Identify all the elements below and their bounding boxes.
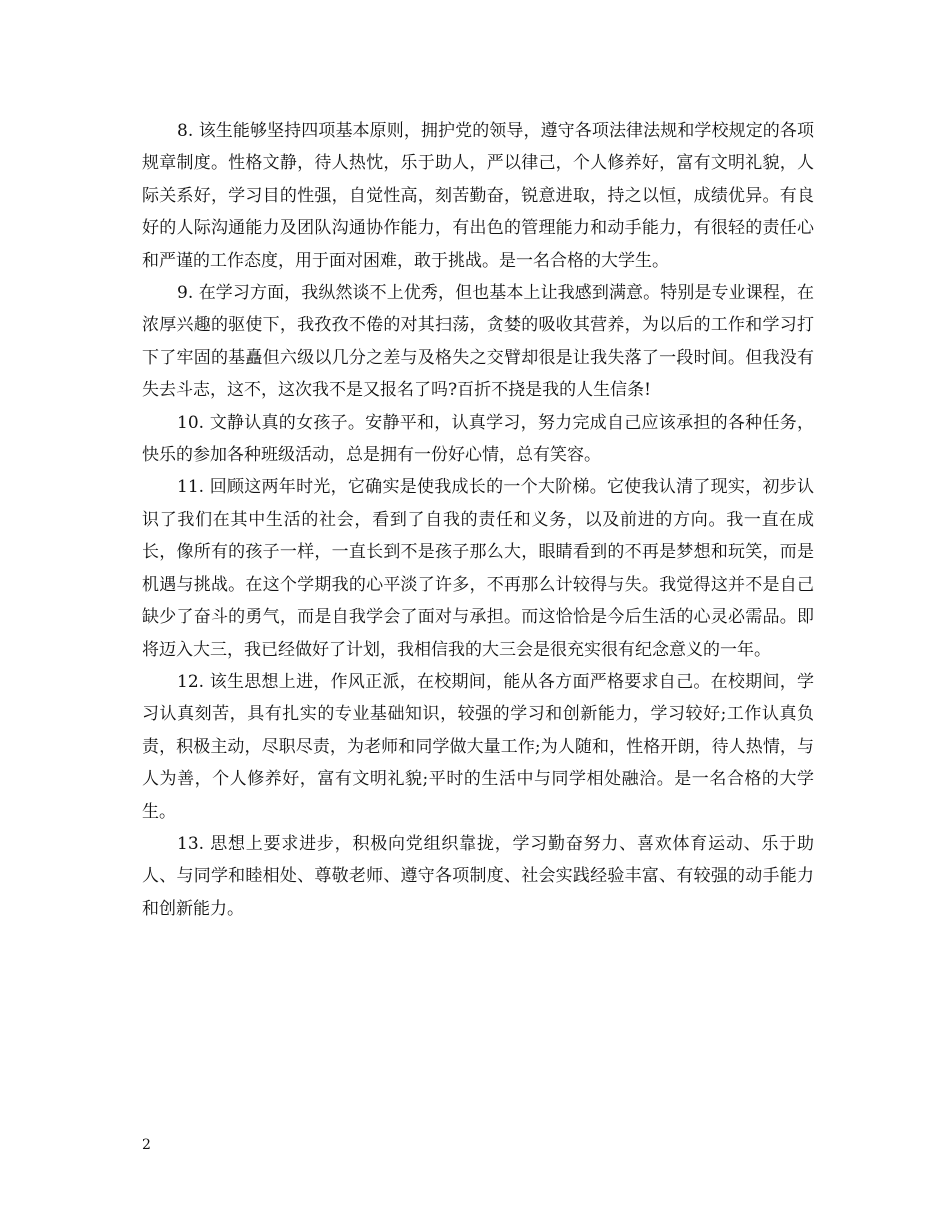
page-number: 2 — [142, 1137, 151, 1153]
paragraph-12: 12. 该生思想上进，作风正派，在校期间，能从各方面严格要求自己。在校期间，学习认真刻苦，具有扎实的专业基础知识，较强的学习和创新能力，学习较好;工作认真负责，积极主动，尽职尽责，为老师和同学做大量工作;为人随和，性格开朗，待人热情，与人为善，个人修养好，富有文明礼貌;平时的生活中与同学相处融洽。是一名合格的大学生。 — [142, 671, 814, 822]
paragraph-8: 8. 该生能够坚持四项基本原则，拥护党的领导，遵守各项法律法规和学校规定的各项规章制度。性格文静，待人热忱，乐于助人，严以律己，个人修养好，富有文明礼貌，人际关系好，学习目的性强，自觉性高，刻苦勤奋，锐意进取，持之以恒，成绩优异。有良好的人际沟通能力及团队沟通协作能力，有出色的管理能力和动手能力，有很轻的责任心和严谨的工作态度，用于面对困难，敢于挑战。是一名合格的大学生。 — [142, 121, 814, 271]
paragraph-9: 9. 在学习方面，我纵然谈不上优秀，但也基本上让我感到满意。特别是专业课程，在浓厚兴趣的驱使下，我孜孜不倦的对其扫荡，贪婪的吸收其营养，为以后的工作和学习打下了牢固的基矗但六级以几分之差与及格失之交臂却很是让我失落了一段时间。但我没有失去斗志，这不，这次我不是又报名了吗?百折不挠是我的人生信条! — [142, 283, 814, 401]
paragraph-10: 10. 文静认真的女孩子。安静平和，认真学习，努力完成自己应该承担的各种任务，快乐的参加各种班级活动，总是拥有一份好心情，总有笑容。 — [142, 412, 814, 466]
paragraph-13: 13. 思想上要求进步，积极向党组织靠拢，学习勤奋努力、喜欢体育运动、乐于助人、与同学和睦相处、尊敬老师、遵守各项制度、社会实践经验丰富、有较强的动手能力和创新能力。 — [142, 833, 814, 919]
document-body — [142, 115, 814, 925]
paragraph-11: 11. 回顾这两年时光，它确实是使我成长的一个大阶梯。它使我认清了现实，初步认识了我们在其中生活的社会，看到了自我的责任和义务，以及前进的方向。我一直在成长，像所有的孩子一样，一直长到不是孩子那么大，眼睛看到的不再是梦想和玩笑，而是机遇与挑战。在这个学期我的心平淡了许多，不再那么计较得与失。我觉得这并不是自己缺少了奋斗的勇气，而是自我学会了面对与承担。而这恰恰是今后生活的心灵必需品。即将迈入大三，我已经做好了计划，我相信我的大三会是很充实很有纪念意义的一年。 — [142, 477, 814, 660]
